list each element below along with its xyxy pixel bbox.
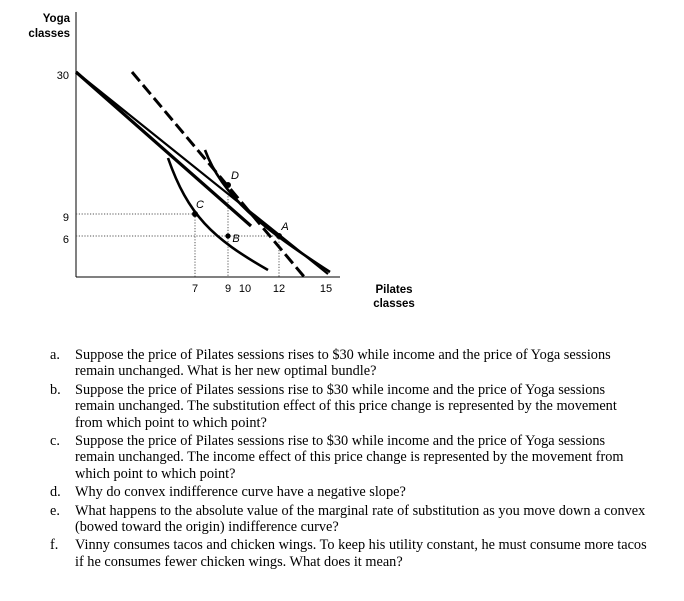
x-tick-7: 7 — [191, 283, 199, 295]
point-c-label: C — [196, 199, 204, 211]
question-text: Suppose the price of Pilates sessions rise to $30 while income and the price of Yoga sessions remain unchanged. The substitution effect of this price change is represented by the movement from which point to which point? — [75, 381, 617, 431]
question-letter: e. — [50, 502, 60, 519]
question-text: Vinny consumes tacos and chicken wings. To keep his utility constant, he must consume more tacos if he consumes fewer chicken wings. What does it mean? — [75, 537, 647, 570]
indifference-curve-upper — [205, 150, 330, 272]
question-list — [48, 347, 648, 572]
question-letter: d. — [50, 484, 61, 501]
question-b — [48, 382, 648, 431]
question-letter: f. — [50, 537, 59, 554]
question-text: Suppose the price of Pilates sessions rises to $30 while income and the price of Yoga sessions remain unchanged. What is her new optimal bundle? — [75, 347, 611, 380]
question-text: Suppose the price of Pilates sessions rise to $30 while income and the price of Yoga sessions remain unchanged. The income effect of this price change is represented by the movement from which point to which point? — [75, 433, 624, 482]
question-d — [48, 484, 648, 500]
x-axis-title-line-1: Pilates — [375, 284, 413, 296]
point-a-marker — [276, 233, 282, 239]
question-letter: b. — [50, 381, 61, 398]
x-tick-15: 15 — [319, 283, 333, 295]
question-f — [48, 537, 648, 570]
point-d-marker — [225, 182, 231, 188]
point-b-marker — [225, 233, 230, 238]
y-tick-9: 9 — [62, 212, 69, 224]
y-axis-title-line-2: classes — [28, 28, 70, 40]
point-c-marker — [192, 211, 198, 217]
point-d-label: D — [231, 170, 239, 182]
question-e — [48, 503, 648, 536]
question-text: Why do convex indifference curve have a negative slope? — [75, 484, 406, 501]
y-tick-6: 6 — [62, 234, 69, 246]
budget-line-new — [76, 72, 251, 226]
question-a — [48, 347, 648, 380]
question-letter: a. — [50, 347, 60, 363]
question-c — [48, 433, 648, 482]
point-b-label: B — [232, 233, 240, 245]
y-tick-30: 30 — [56, 70, 69, 82]
y-axis-title-line-1: Yoga — [42, 13, 70, 25]
question-text: What happens to the absolute value of the marginal rate of substitution as you move down a convex (bowed toward the origin) indifference curve? — [75, 502, 646, 536]
point-a-label: A — [281, 221, 289, 233]
x-axis-title-line-2: classes — [373, 298, 415, 310]
question-letter: c. — [50, 433, 60, 450]
x-tick-9: 9 — [224, 283, 232, 295]
x-tick-10: 10 — [238, 283, 252, 295]
x-tick-12: 12 — [272, 283, 286, 295]
